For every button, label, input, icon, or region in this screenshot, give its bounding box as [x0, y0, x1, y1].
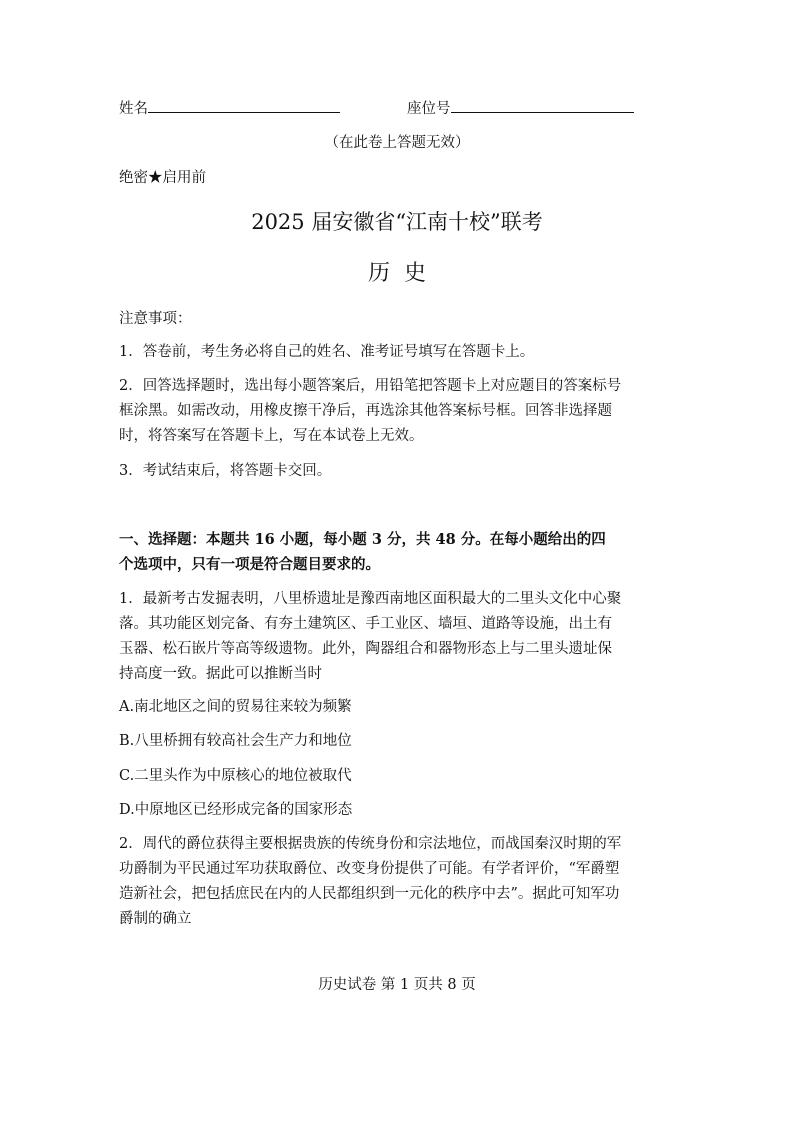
page-footer: 历史试卷 第 1 页共 8 页: [318, 977, 476, 993]
secret-mark: 绝密★启用前: [119, 170, 206, 186]
instruction-item: 3．考试结束后，将答题卡交回。: [119, 463, 332, 479]
question-text: 玉器、松石嵌片等高等级遗物。此外，陶器组合和器物形态上与二里头遗址保: [119, 641, 612, 657]
exam-subject: 历史: [367, 261, 440, 286]
seat-label: 座位号: [407, 101, 451, 117]
option-d: D.中原地区已经形成完备的国家形态: [119, 802, 353, 818]
name-label: 姓名: [119, 101, 148, 117]
section-heading: 个选项中，只有一项是符合题目要求的。: [119, 556, 380, 573]
instructions-heading: 注意事项：: [119, 311, 192, 327]
exam-title: 2025 届安徽省“江南十校”联考: [251, 210, 543, 234]
answer-notice: （在此卷上答题无效）: [324, 135, 470, 151]
question-text: 造新社会，把包括庶民在内的人民都组织到一元化的秩序中去”。据此可知军功: [119, 886, 620, 902]
question-text: 落。其功能区划完备、有夯土建筑区、手工业区、墙垣、道路等设施，出土有: [119, 616, 612, 632]
question-text: 爵制的确立: [119, 911, 192, 927]
instruction-item: 2．回答选择题时，选出每小题答案后，用铅笔把答题卡上对应题目的答案标号: [119, 378, 622, 394]
question-text: 持高度一致。据此可以推断当时: [119, 666, 322, 682]
option-c: C.二里头作为中原核心的地位被取代: [119, 768, 352, 784]
option-b: B.八里桥拥有较高社会生产力和地位: [119, 733, 352, 749]
question-text: 1．最新考古发掘表明，八里桥遗址是豫西南地区面积最大的二里头文化中心聚: [119, 591, 622, 607]
name-field: [119, 98, 340, 119]
instruction-item: 框涂黑。如需改动，用橡皮擦干净后，再选涂其他答案标号框。回答非选择题: [119, 403, 612, 419]
instruction-item: 时，将答案写在答题卡上，写在本试卷上无效。: [119, 428, 424, 444]
question-text: 2．周代的爵位获得主要根据贵族的传统身份和宗法地位，而战国秦汉时期的军: [119, 836, 622, 852]
seat-blank[interactable]: [451, 98, 634, 113]
instruction-item: 1．答卷前，考生务必将自己的姓名、准考证号填写在答题卡上。: [119, 344, 535, 360]
seat-field: [407, 98, 634, 119]
question-text: 功爵制为平民通过军功获取爵位、改变身份提供了可能。有学者评价，“军爵塑: [119, 861, 620, 877]
section-heading: 一、选择题：本题共 16 小题，每小题 3 分，共 48 分。在每小题给出的四: [119, 531, 606, 548]
option-a: A.南北地区之间的贸易往来较为频繁: [119, 699, 352, 715]
name-blank[interactable]: [148, 98, 340, 113]
